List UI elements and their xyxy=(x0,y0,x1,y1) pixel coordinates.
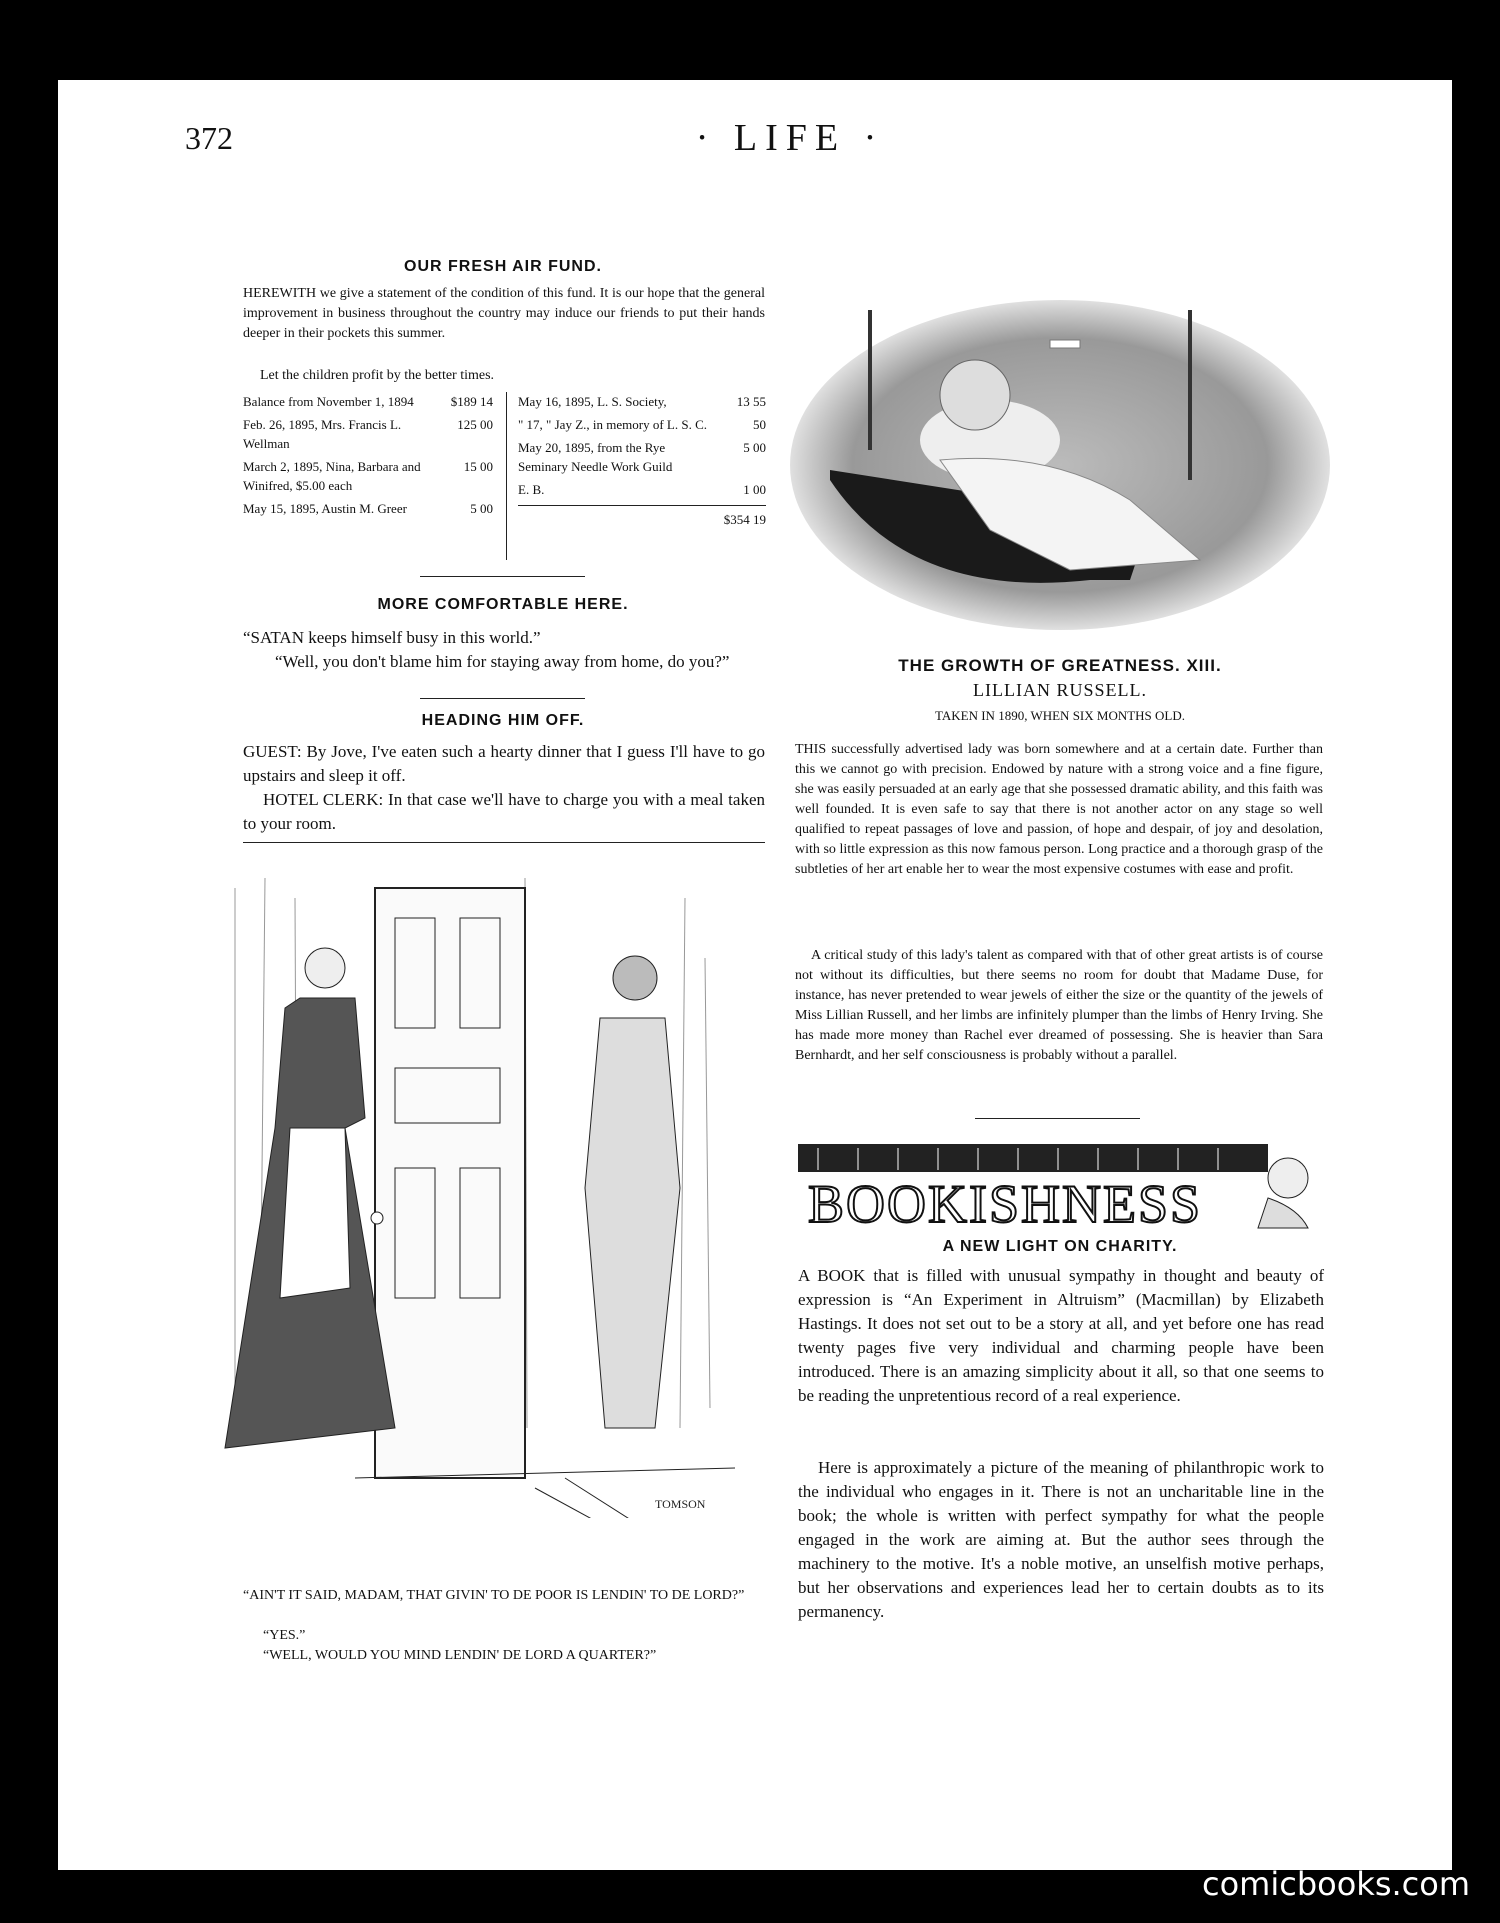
growth-para2: A critical study of this lady's talent as compared with that of other great artists is of course not without its difficulties, but there seems no room for doubt that Madame Duse, for instance, has never pretended to wear jewels of either the size or the quantity of the jewels of Miss Lillian Russell, and her limbs are infinitely plumper than the limbs of Henry Irving. She has made more money than Rachel ever dreamed of possessing. She is heavier than Sara Bernhardt, and her self consciousness is probably without a parallel. xyxy=(795,948,1323,1063)
ledger-entry: May 20, 1895, from the Rye Seminary Needle Work Guild 5 00 xyxy=(518,440,766,474)
heading-off-title: HEADING HIM OFF. xyxy=(421,712,585,729)
charity-title: A NEW LIGHT ON CHARITY. xyxy=(942,1238,1178,1255)
ledger-entry: May 16, 1895, L. S. Society, 13 55 xyxy=(518,394,766,409)
charity-para2: Here is approximately a picture of the meaning of philanthropic work to the individual who engages in it. There is not an uncharitable line in the book; the whole is written with perfect sympathy for what the people engaged in the work are aiming at. But the author sees through the machinery to the motive. It's a noble motive, an unselfish motive perhaps, but her observations and experiences lead her to certain doubts as to its permanency. xyxy=(798,1458,1324,1621)
bookishness-banner-text: BOOKISHNESS xyxy=(808,1174,1203,1234)
section-rule xyxy=(420,698,585,699)
ledger-entry: E. B. 1 00 xyxy=(518,482,766,497)
ledger-divider xyxy=(506,392,507,560)
ledger-entry: " 17, " Jay Z., in memory of L. S. C. 50 xyxy=(518,417,766,432)
heading-off-line1: GUEST: By Jove, I've eaten such a hearty dinner that I guess I'll have to go upstairs and sleep it off. xyxy=(243,742,765,785)
fresh-air-line2: Let the children profit by the better times. xyxy=(260,368,495,383)
cartoon-signature: TOMSON xyxy=(655,1497,706,1511)
bookishness-banner xyxy=(798,1138,1328,1234)
section-rule xyxy=(420,576,585,577)
growth-taken: TAKEN IN 1890, WHEN SIX MONTHS OLD. xyxy=(934,708,1186,723)
comfortable-line1: “SATAN keeps himself busy in this world.” xyxy=(243,628,541,647)
ledger-right xyxy=(518,392,766,529)
comfortable-line2: “Well, you don't blame him for staying away from home, do you?” xyxy=(275,652,730,671)
growth-para1: THIS successfully advertised lady was born somewhere and at a certain date. Further than this we cannot go with precision. Endowed by nature with a strong voice and a fine figure, she was easily persuaded at an early age that she possessed dramatic ability, and this faith was well founded. It is even safe to say that there is not another actor on any stage so well qualified to repeat passages of love and passion, of hope and despair, of joy and desolation, with so little expression as this now famous person. Long practice and a thorough grasp of the subtleties of her art enable her to wear the most expensive costumes with ease and profit. xyxy=(795,742,1323,877)
section-rule xyxy=(975,1118,1140,1119)
cartoon-caption-1: “AIN'T IT SAID, MADAM, THAT GIVIN' TO DE POOR IS LENDIN' TO DE LORD?” xyxy=(243,1588,745,1603)
baby-photo xyxy=(790,300,1330,630)
ledger-entry: Feb. 26, 1895, Mrs. Francis L. Wellman 125 00 xyxy=(243,417,493,451)
page-number: 372 xyxy=(185,120,233,156)
cartoon-caption-2: “YES.” xyxy=(263,1628,306,1643)
heading-off-line2: HOTEL CLERK: In that case we'll have to charge you with a meal taken to your room. xyxy=(243,790,765,833)
cartoon-caption-3: “WELL, WOULD YOU MIND LENDIN' DE LORD A QUARTER?” xyxy=(263,1648,657,1663)
masthead: · LIFE · xyxy=(695,117,885,159)
ledger-left xyxy=(243,392,493,518)
ledger-total: $354 19 xyxy=(518,505,766,529)
fresh-air-title: OUR FRESH AIR FUND. xyxy=(404,258,602,275)
growth-subject: LILLIAN RUSSELL. xyxy=(973,680,1147,700)
ledger-entry: Balance from November 1, 1894 $189 14 xyxy=(243,394,493,409)
growth-title: THE GROWTH OF GREATNESS. XIII. xyxy=(898,656,1222,675)
comfortable-title: MORE COMFORTABLE HERE. xyxy=(377,596,629,613)
ledger-entry: March 2, 1895, Nina, Barbara and Winifred, $5.00 each 15 00 xyxy=(243,459,493,493)
fresh-air-intro: HEREWITH we give a statement of the condition of this fund. It is our hope that the general improvement in business throughout the country may induce our friends to put their hands deeper in their pockets this summer. xyxy=(243,286,765,341)
cartoon-illustration xyxy=(205,868,735,1518)
watermark: comicbooks.com xyxy=(1201,1865,1470,1903)
charity-para1: A BOOK that is filled with unusual sympathy in thought and beauty of expression is “An Experiment in Altruism” (Macmillan) by Elizabeth Hastings. It does not set out to be a story at all, and yet before one has read twenty pages five very individual and charming people have been introduced. There is an amazing simplicity about it all, so that one seems to be reading the unpretentious record of a real experience. xyxy=(798,1266,1324,1405)
section-rule xyxy=(243,842,765,843)
ledger-entry: May 15, 1895, Austin M. Greer 5 00 xyxy=(243,501,493,516)
